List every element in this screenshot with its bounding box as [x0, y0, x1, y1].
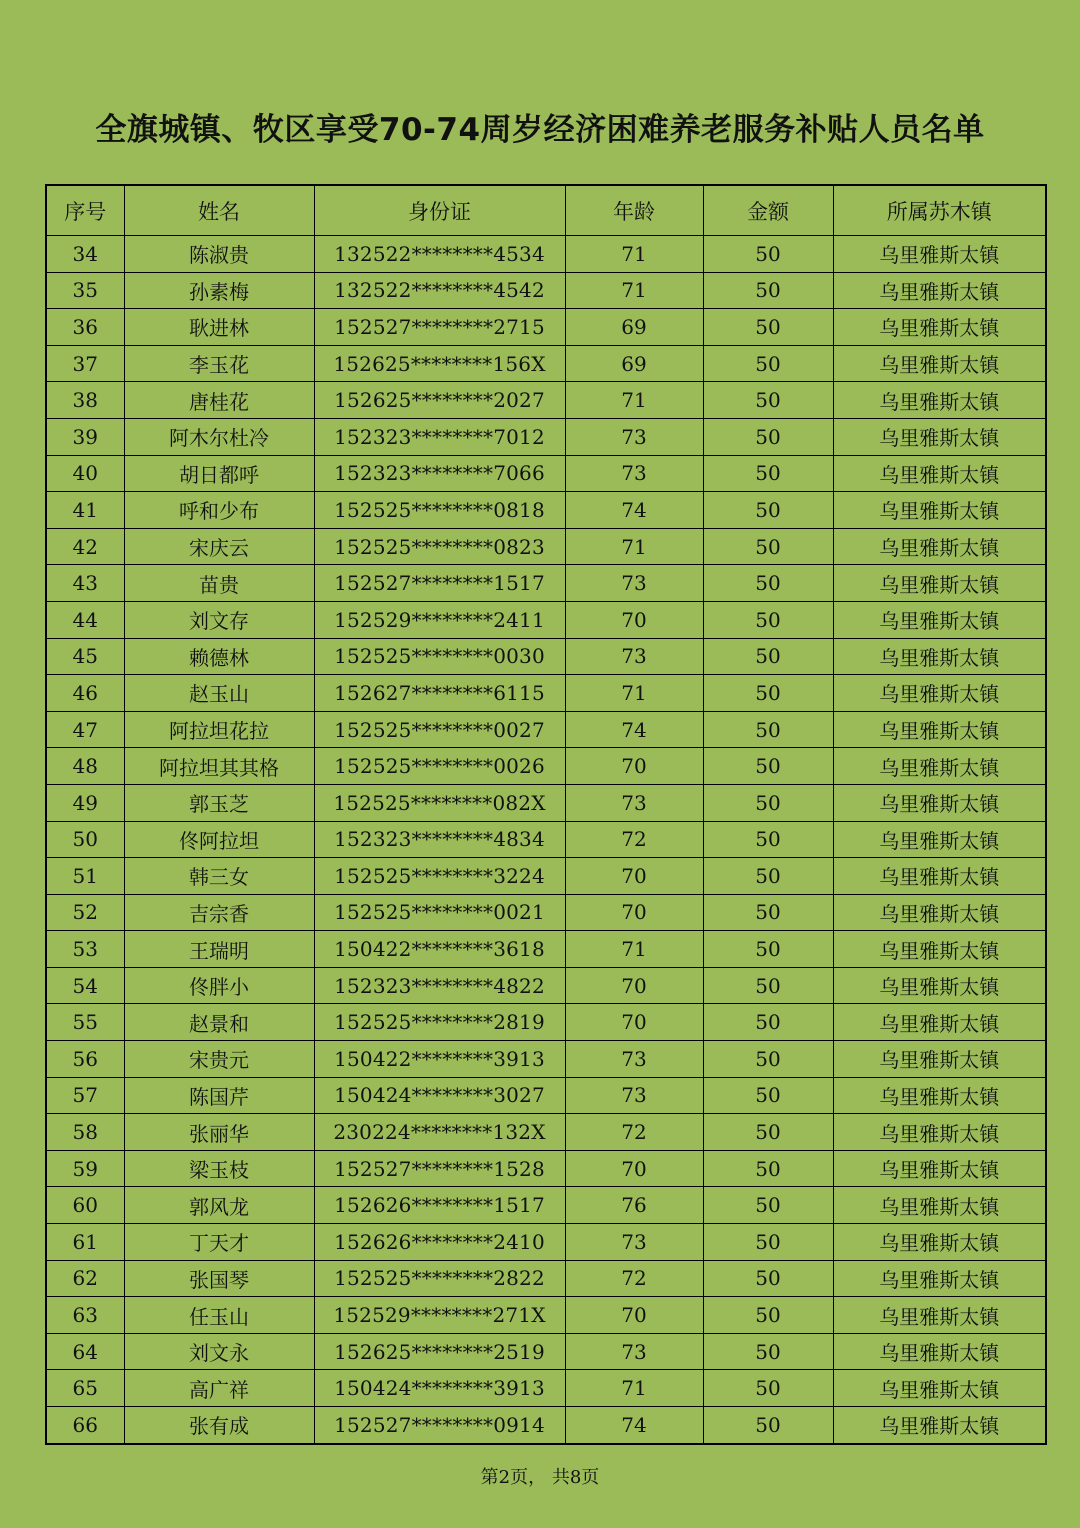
cell-id-number: 152625********156X — [314, 345, 565, 382]
cell-amount: 50 — [703, 601, 833, 638]
cell-town: 乌里雅斯太镇 — [833, 272, 1046, 309]
cell-id-number: 152626********1517 — [314, 1187, 565, 1224]
cell-name: 张丽华 — [124, 1114, 314, 1151]
table-row — [46, 784, 1046, 821]
cell-name: 赵玉山 — [124, 675, 314, 712]
cell-amount: 50 — [703, 1187, 833, 1224]
table-row — [46, 894, 1046, 931]
cell-age: 71 — [565, 675, 703, 712]
cell-town: 乌里雅斯太镇 — [833, 601, 1046, 638]
table-row — [46, 382, 1046, 419]
column-header-name: 姓名 — [124, 185, 314, 236]
cell-id-number: 152625********2519 — [314, 1333, 565, 1370]
cell-amount: 50 — [703, 675, 833, 712]
cell-index: 60 — [46, 1187, 124, 1224]
cell-index: 58 — [46, 1114, 124, 1151]
table-row — [46, 528, 1046, 565]
table-row — [46, 1114, 1046, 1151]
cell-amount: 50 — [703, 1077, 833, 1114]
cell-age: 71 — [565, 931, 703, 968]
cell-age: 74 — [565, 711, 703, 748]
cell-name: 郭风龙 — [124, 1187, 314, 1224]
table-header — [46, 185, 1046, 236]
cell-id-number: 152529********2411 — [314, 601, 565, 638]
cell-town: 乌里雅斯太镇 — [833, 382, 1046, 419]
table-row — [46, 1224, 1046, 1261]
table-row — [46, 675, 1046, 712]
cell-id-number: 152626********2410 — [314, 1224, 565, 1261]
table-row — [46, 1077, 1046, 1114]
table-row — [46, 931, 1046, 968]
cell-id-number: 152527********2715 — [314, 309, 565, 346]
cell-amount: 50 — [703, 1224, 833, 1261]
cell-amount: 50 — [703, 894, 833, 931]
cell-index: 41 — [46, 492, 124, 529]
cell-age: 73 — [565, 565, 703, 602]
cell-index: 53 — [46, 931, 124, 968]
cell-name: 丁天才 — [124, 1224, 314, 1261]
cell-amount: 50 — [703, 492, 833, 529]
cell-age: 72 — [565, 1114, 703, 1151]
cell-amount: 50 — [703, 418, 833, 455]
cell-id-number: 152525********0818 — [314, 492, 565, 529]
cell-town: 乌里雅斯太镇 — [833, 711, 1046, 748]
table-row — [46, 638, 1046, 675]
cell-index: 36 — [46, 309, 124, 346]
cell-id-number: 152625********2027 — [314, 382, 565, 419]
cell-town: 乌里雅斯太镇 — [833, 1114, 1046, 1151]
table-row — [46, 967, 1046, 1004]
cell-name: 宋贵元 — [124, 1041, 314, 1078]
table-row — [46, 272, 1046, 309]
cell-town: 乌里雅斯太镇 — [833, 894, 1046, 931]
cell-index: 51 — [46, 858, 124, 895]
cell-town: 乌里雅斯太镇 — [833, 1297, 1046, 1334]
table-row — [46, 236, 1046, 273]
table-row — [46, 1333, 1046, 1370]
cell-amount: 50 — [703, 784, 833, 821]
cell-age: 73 — [565, 1333, 703, 1370]
cell-age: 73 — [565, 638, 703, 675]
cell-index: 55 — [46, 1004, 124, 1041]
cell-town: 乌里雅斯太镇 — [833, 931, 1046, 968]
cell-town: 乌里雅斯太镇 — [833, 236, 1046, 273]
cell-age: 73 — [565, 1041, 703, 1078]
cell-id-number: 152529********271X — [314, 1297, 565, 1334]
cell-id-number: 230224********132X — [314, 1114, 565, 1151]
cell-amount: 50 — [703, 1297, 833, 1334]
cell-amount: 50 — [703, 382, 833, 419]
cell-id-number: 152527********1517 — [314, 565, 565, 602]
cell-id-number: 152627********6115 — [314, 675, 565, 712]
cell-town: 乌里雅斯太镇 — [833, 528, 1046, 565]
cell-index: 56 — [46, 1041, 124, 1078]
cell-age: 72 — [565, 1260, 703, 1297]
cell-amount: 50 — [703, 345, 833, 382]
cell-town: 乌里雅斯太镇 — [833, 821, 1046, 858]
cell-name: 耿进林 — [124, 309, 314, 346]
table-row — [46, 1370, 1046, 1407]
cell-age: 70 — [565, 1004, 703, 1041]
cell-name: 阿拉坦其其格 — [124, 748, 314, 785]
page-title: 全旗城镇、牧区享受70-74周岁经济困难养老服务补贴人员名单 — [95, 112, 985, 148]
cell-town: 乌里雅斯太镇 — [833, 638, 1046, 675]
cell-id-number: 152525********0021 — [314, 894, 565, 931]
table-row — [46, 565, 1046, 602]
cell-age: 70 — [565, 894, 703, 931]
table-row — [46, 455, 1046, 492]
roster-table — [45, 184, 1047, 1445]
table-row — [46, 1260, 1046, 1297]
cell-town: 乌里雅斯太镇 — [833, 1260, 1046, 1297]
cell-name: 赵景和 — [124, 1004, 314, 1041]
cell-name: 苗贵 — [124, 565, 314, 602]
table-row — [46, 601, 1046, 638]
page-footer: 第2页， 共8页 — [480, 1467, 600, 1488]
cell-id-number: 152525********0026 — [314, 748, 565, 785]
cell-id-number: 152525********0030 — [314, 638, 565, 675]
cell-name: 刘文永 — [124, 1333, 314, 1370]
cell-town: 乌里雅斯太镇 — [833, 1004, 1046, 1041]
cell-id-number: 152525********2822 — [314, 1260, 565, 1297]
cell-id-number: 152323********7012 — [314, 418, 565, 455]
cell-id-number: 132522********4534 — [314, 236, 565, 273]
cell-amount: 50 — [703, 638, 833, 675]
cell-index: 40 — [46, 455, 124, 492]
cell-town: 乌里雅斯太镇 — [833, 455, 1046, 492]
cell-age: 70 — [565, 967, 703, 1004]
cell-town: 乌里雅斯太镇 — [833, 1407, 1046, 1444]
cell-name: 赖德林 — [124, 638, 314, 675]
cell-town: 乌里雅斯太镇 — [833, 1041, 1046, 1078]
cell-name: 张有成 — [124, 1407, 314, 1444]
table-row — [46, 492, 1046, 529]
cell-amount: 50 — [703, 967, 833, 1004]
table-body — [46, 236, 1046, 1444]
cell-index: 34 — [46, 236, 124, 273]
table-row — [46, 345, 1046, 382]
table-row — [46, 1004, 1046, 1041]
cell-index: 38 — [46, 382, 124, 419]
cell-age: 74 — [565, 492, 703, 529]
cell-id-number: 150422********3913 — [314, 1041, 565, 1078]
cell-index: 45 — [46, 638, 124, 675]
cell-index: 57 — [46, 1077, 124, 1114]
cell-name: 张国琴 — [124, 1260, 314, 1297]
cell-town: 乌里雅斯太镇 — [833, 1187, 1046, 1224]
cell-town: 乌里雅斯太镇 — [833, 492, 1046, 529]
header-row — [46, 185, 1046, 236]
cell-town: 乌里雅斯太镇 — [833, 418, 1046, 455]
cell-age: 71 — [565, 236, 703, 273]
cell-index: 50 — [46, 821, 124, 858]
table-row — [46, 1297, 1046, 1334]
cell-amount: 50 — [703, 711, 833, 748]
cell-name: 梁玉枝 — [124, 1150, 314, 1187]
cell-age: 73 — [565, 418, 703, 455]
cell-amount: 50 — [703, 309, 833, 346]
cell-index: 44 — [46, 601, 124, 638]
table-row — [46, 1041, 1046, 1078]
cell-index: 66 — [46, 1407, 124, 1444]
cell-index: 46 — [46, 675, 124, 712]
cell-name: 李玉花 — [124, 345, 314, 382]
table-row — [46, 1150, 1046, 1187]
column-header-amount: 金额 — [703, 185, 833, 236]
cell-name: 孙素梅 — [124, 272, 314, 309]
cell-amount: 50 — [703, 1260, 833, 1297]
cell-index: 47 — [46, 711, 124, 748]
cell-index: 64 — [46, 1333, 124, 1370]
cell-id-number: 150424********3027 — [314, 1077, 565, 1114]
cell-town: 乌里雅斯太镇 — [833, 967, 1046, 1004]
table-row — [46, 309, 1046, 346]
cell-amount: 50 — [703, 236, 833, 273]
cell-id-number: 132522********4542 — [314, 272, 565, 309]
cell-index: 61 — [46, 1224, 124, 1261]
table-row — [46, 748, 1046, 785]
cell-town: 乌里雅斯太镇 — [833, 1333, 1046, 1370]
cell-name: 宋庆云 — [124, 528, 314, 565]
cell-amount: 50 — [703, 1333, 833, 1370]
cell-index: 39 — [46, 418, 124, 455]
cell-id-number: 152527********1528 — [314, 1150, 565, 1187]
cell-town: 乌里雅斯太镇 — [833, 309, 1046, 346]
table-row — [46, 821, 1046, 858]
cell-age: 69 — [565, 345, 703, 382]
cell-age: 73 — [565, 455, 703, 492]
cell-id-number: 150424********3913 — [314, 1370, 565, 1407]
cell-age: 70 — [565, 748, 703, 785]
cell-name: 唐桂花 — [124, 382, 314, 419]
cell-age: 70 — [565, 858, 703, 895]
cell-town: 乌里雅斯太镇 — [833, 1370, 1046, 1407]
cell-age: 72 — [565, 821, 703, 858]
cell-name: 刘文存 — [124, 601, 314, 638]
cell-amount: 50 — [703, 748, 833, 785]
cell-age: 74 — [565, 1407, 703, 1444]
cell-amount: 50 — [703, 1407, 833, 1444]
cell-index: 62 — [46, 1260, 124, 1297]
cell-index: 52 — [46, 894, 124, 931]
cell-amount: 50 — [703, 272, 833, 309]
cell-id-number: 152527********0914 — [314, 1407, 565, 1444]
cell-amount: 50 — [703, 931, 833, 968]
cell-age: 70 — [565, 1150, 703, 1187]
cell-index: 48 — [46, 748, 124, 785]
cell-name: 佟阿拉坦 — [124, 821, 314, 858]
cell-index: 63 — [46, 1297, 124, 1334]
cell-town: 乌里雅斯太镇 — [833, 345, 1046, 382]
cell-id-number: 152525********2819 — [314, 1004, 565, 1041]
cell-id-number: 152323********4822 — [314, 967, 565, 1004]
cell-age: 69 — [565, 309, 703, 346]
cell-town: 乌里雅斯太镇 — [833, 784, 1046, 821]
cell-name: 吉宗香 — [124, 894, 314, 931]
cell-id-number: 150422********3618 — [314, 931, 565, 968]
cell-id-number: 152525********0027 — [314, 711, 565, 748]
cell-age: 73 — [565, 784, 703, 821]
cell-amount: 50 — [703, 1370, 833, 1407]
cell-amount: 50 — [703, 858, 833, 895]
cell-age: 71 — [565, 528, 703, 565]
cell-name: 任玉山 — [124, 1297, 314, 1334]
column-header-town: 所属苏木镇 — [833, 185, 1046, 236]
cell-age: 73 — [565, 1224, 703, 1261]
column-header-index: 序号 — [46, 185, 124, 236]
cell-index: 65 — [46, 1370, 124, 1407]
cell-age: 71 — [565, 272, 703, 309]
cell-name: 阿拉坦花拉 — [124, 711, 314, 748]
table-row — [46, 858, 1046, 895]
cell-town: 乌里雅斯太镇 — [833, 675, 1046, 712]
cell-age: 73 — [565, 1077, 703, 1114]
cell-age: 76 — [565, 1187, 703, 1224]
cell-town: 乌里雅斯太镇 — [833, 748, 1046, 785]
cell-amount: 50 — [703, 1041, 833, 1078]
cell-name: 陈淑贵 — [124, 236, 314, 273]
cell-name: 阿木尔杜冷 — [124, 418, 314, 455]
cell-town: 乌里雅斯太镇 — [833, 1077, 1046, 1114]
cell-index: 59 — [46, 1150, 124, 1187]
table-row — [46, 1187, 1046, 1224]
cell-name: 胡日都呼 — [124, 455, 314, 492]
cell-amount: 50 — [703, 1150, 833, 1187]
column-header-id: 身份证 — [314, 185, 565, 236]
cell-name: 陈国芹 — [124, 1077, 314, 1114]
cell-id-number: 152525********082X — [314, 784, 565, 821]
cell-town: 乌里雅斯太镇 — [833, 1224, 1046, 1261]
cell-name: 佟胖小 — [124, 967, 314, 1004]
cell-amount: 50 — [703, 455, 833, 492]
cell-index: 42 — [46, 528, 124, 565]
table-row — [46, 418, 1046, 455]
cell-index: 54 — [46, 967, 124, 1004]
cell-id-number: 152525********0823 — [314, 528, 565, 565]
cell-index: 43 — [46, 565, 124, 602]
cell-index: 37 — [46, 345, 124, 382]
cell-town: 乌里雅斯太镇 — [833, 1150, 1046, 1187]
table-row — [46, 1407, 1046, 1444]
table-row — [46, 711, 1046, 748]
cell-town: 乌里雅斯太镇 — [833, 858, 1046, 895]
cell-amount: 50 — [703, 821, 833, 858]
cell-name: 高广祥 — [124, 1370, 314, 1407]
cell-name: 郭玉芝 — [124, 784, 314, 821]
cell-index: 35 — [46, 272, 124, 309]
cell-name: 呼和少布 — [124, 492, 314, 529]
column-header-age: 年龄 — [565, 185, 703, 236]
cell-id-number: 152525********3224 — [314, 858, 565, 895]
cell-age: 70 — [565, 1297, 703, 1334]
cell-name: 王瑞明 — [124, 931, 314, 968]
cell-amount: 50 — [703, 1114, 833, 1151]
cell-name: 韩三女 — [124, 858, 314, 895]
cell-index: 49 — [46, 784, 124, 821]
cell-amount: 50 — [703, 1004, 833, 1041]
cell-amount: 50 — [703, 528, 833, 565]
cell-age: 70 — [565, 601, 703, 638]
cell-id-number: 152323********7066 — [314, 455, 565, 492]
cell-town: 乌里雅斯太镇 — [833, 565, 1046, 602]
cell-amount: 50 — [703, 565, 833, 602]
cell-age: 71 — [565, 1370, 703, 1407]
cell-age: 71 — [565, 382, 703, 419]
cell-id-number: 152323********4834 — [314, 821, 565, 858]
